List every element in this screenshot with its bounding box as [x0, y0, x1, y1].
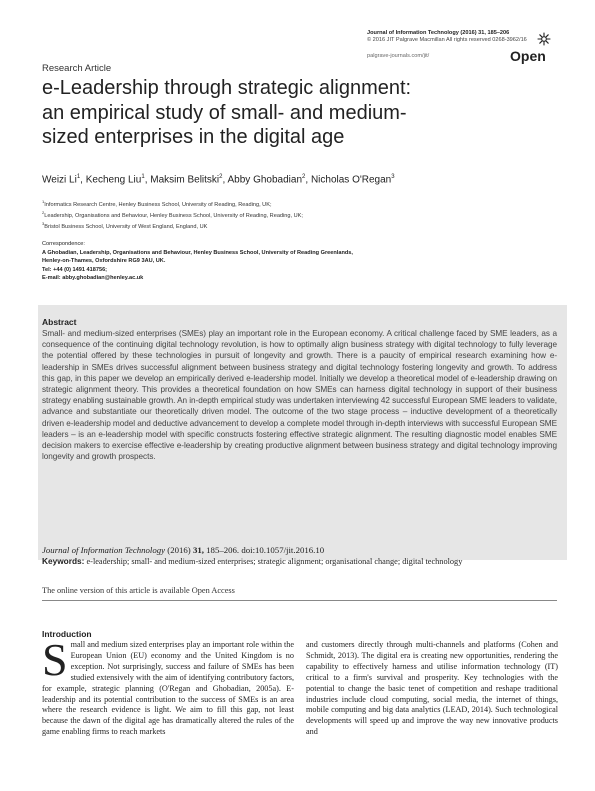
divider: [42, 600, 557, 601]
author-name[interactable]: Abby Ghobadian: [227, 174, 303, 186]
copyright-line: © 2016 JIT Palgrave Macmillan All rights reserved 0268-3962/16: [367, 37, 527, 44]
author-affil-sup: 1: [76, 174, 81, 180]
correspondence-line: Henley-on-Thames, Oxfordshire RG9 3AU, UK.: [42, 258, 166, 265]
affiliation-sup: 3: [42, 221, 45, 226]
citation-journal: Journal of Information Technology: [42, 545, 166, 555]
citation-volume: 31,: [192, 545, 204, 555]
title-line: e-Leadership through strategic alignment:: [42, 77, 412, 99]
body-column-right: [306, 640, 558, 738]
article-title: [42, 76, 562, 150]
author-affil-sup: 3: [391, 174, 395, 180]
citation-pages-doi: 185–206. doi:10.1057/jit.2016.10: [206, 545, 325, 555]
journal-line: Journal of Information Technology (2016) 31, 185–206: [367, 30, 510, 36]
affiliation: [42, 210, 562, 219]
author-name[interactable]: Kecheng Liu: [85, 174, 142, 186]
author-name[interactable]: Maksim Belitski: [150, 174, 220, 186]
correspondence-line: A Ghobadian, Leadership, Organisations and Behaviour, Henley Business School, University of Reading Greenlands,: [42, 249, 353, 256]
affiliation-sup: 1: [42, 199, 45, 204]
author-affil-sup: 1: [141, 174, 145, 180]
affiliation: [42, 221, 562, 230]
section-label: Research Article: [42, 63, 112, 74]
sunburst-logo-icon: [537, 32, 551, 46]
author-affil-sup: 2: [302, 174, 306, 180]
online-note: The online version of this article is available Open Access: [42, 586, 235, 595]
author-affil-sup: 2: [219, 174, 223, 180]
body-text: mall and medium sized enterprises play an important role within the European Union (EU) economy and the United Kingdom is no exception. Not surprisingly, success and failure of SMEs has been studied extensively with the aim of identifying contributory factors, for example, strategic planning (O'Regan and Ghobadian, 2005a). E-leadership and its potential contribution to the success of SMEs is an area where the research evidence is light. We aim to fill this gap, not least because the dawn of the digital age has dramatically altered the rules of the game enabling firms to reach markets: [42, 640, 294, 737]
abstract-heading: Abstract: [42, 317, 77, 327]
drop-cap: S: [42, 634, 68, 685]
journal-url[interactable]: palgrave-journals.com/jit/: [367, 53, 430, 59]
body-text: and customers directly through multi-channels and platforms (Cohen and Schmidt, 2013). The digital era is creating new opportunities, rendering the capability to effectively harness and utilise information technology (IT) critical to a firm's survival and prosperity. Key technologies with the potential to change the basic tenet of competition and reshape traditional industries include cloud computing, social media, the internet of things, mobile computing and big data analytics (LEAD, 2014). Such technological developments will speed up and improve the way new innovative products and: [306, 640, 558, 737]
correspondence-label: Correspondence:: [42, 241, 85, 247]
open-access-label: Open: [510, 48, 546, 64]
affiliation-text: Informatics Research Centre, Henley Business School, University of Reading, Reading, UK;: [44, 201, 272, 208]
intro-heading: Introduction: [42, 629, 92, 639]
abstract-text: Small- and medium-sized enterprises (SMEs) play an important role in the European economy. A critical challenge faced by SME leaders, as a consequence of the continuing digital technology revolution, is how to optimally align business strategy with digital technology to fully leverage the potential offered by these technologies in pursuit of longevity and growth. There is a paucity of empirical research examining how e-leadership in SMEs drives successful alignment between business strategy and digital technology fostering longevity and growth. To address this gap, in this paper we develop an empirically derived e-leadership model. Initially we develop a theoretical model of e-leadership drawing on strategic alignment theory. This provides a theoretical foundation on how SMEs can harness digital technology in support of their business strategy enabling sustainable growth. An in-depth empirical study was undertaken interviewing 42 successful European SME leaders to validate, advance and substantiate our theoretically driven model. The outcome of the two stage process – inductive development of a theoretically driven e-leadership model and deductive advancement to develop a complete model through in-depth interviews with successful European SME leaders – is an e-leadership model with specific constructs fostering effective strategic alignment. The resulting diagnostic model enables SME decision makers to exercise effective e-leadership by creating productive alignment between business strategy and digital technology improving longevity and growth prospects.: [42, 329, 557, 462]
keywords-label: Keywords:: [42, 556, 85, 566]
citation: [42, 545, 557, 555]
author-name[interactable]: Weizi Li: [42, 174, 77, 186]
keywords-text: e-leadership; small- and medium-sized enterprises; strategic alignment; organisational change; digital technology: [86, 557, 463, 566]
affiliation-sup: 2: [42, 210, 45, 215]
correspondence-phone: Tel: +44 (0) 1491 418756;: [42, 266, 108, 273]
title-line: sized enterprises in the digital age: [42, 126, 345, 148]
author-list: Weizi Li$^1$, Kecheng Liu$^1$, Maksim Belitski$^2$, Abby Ghobadian$^2$, Nicholas O'Regan$^3$: [42, 174, 395, 186]
affiliation-text: Bristol Business School, University of West England, England, UK: [44, 223, 208, 230]
correspondence: [42, 240, 462, 283]
keywords: [42, 556, 557, 567]
affiliation: [42, 199, 562, 208]
title-line: an empirical study of small- and medium-: [42, 101, 407, 124]
citation-year: (2016): [167, 545, 191, 555]
affiliation-text: Leadership, Organisations and Behaviour, Henley Business School, University of Reading, Reading, UK;: [44, 212, 303, 219]
author-name[interactable]: Nicholas O'Regan: [310, 174, 392, 186]
correspondence-email[interactable]: E-mail: abby.ghobadian@henley.ac.uk: [42, 275, 144, 282]
